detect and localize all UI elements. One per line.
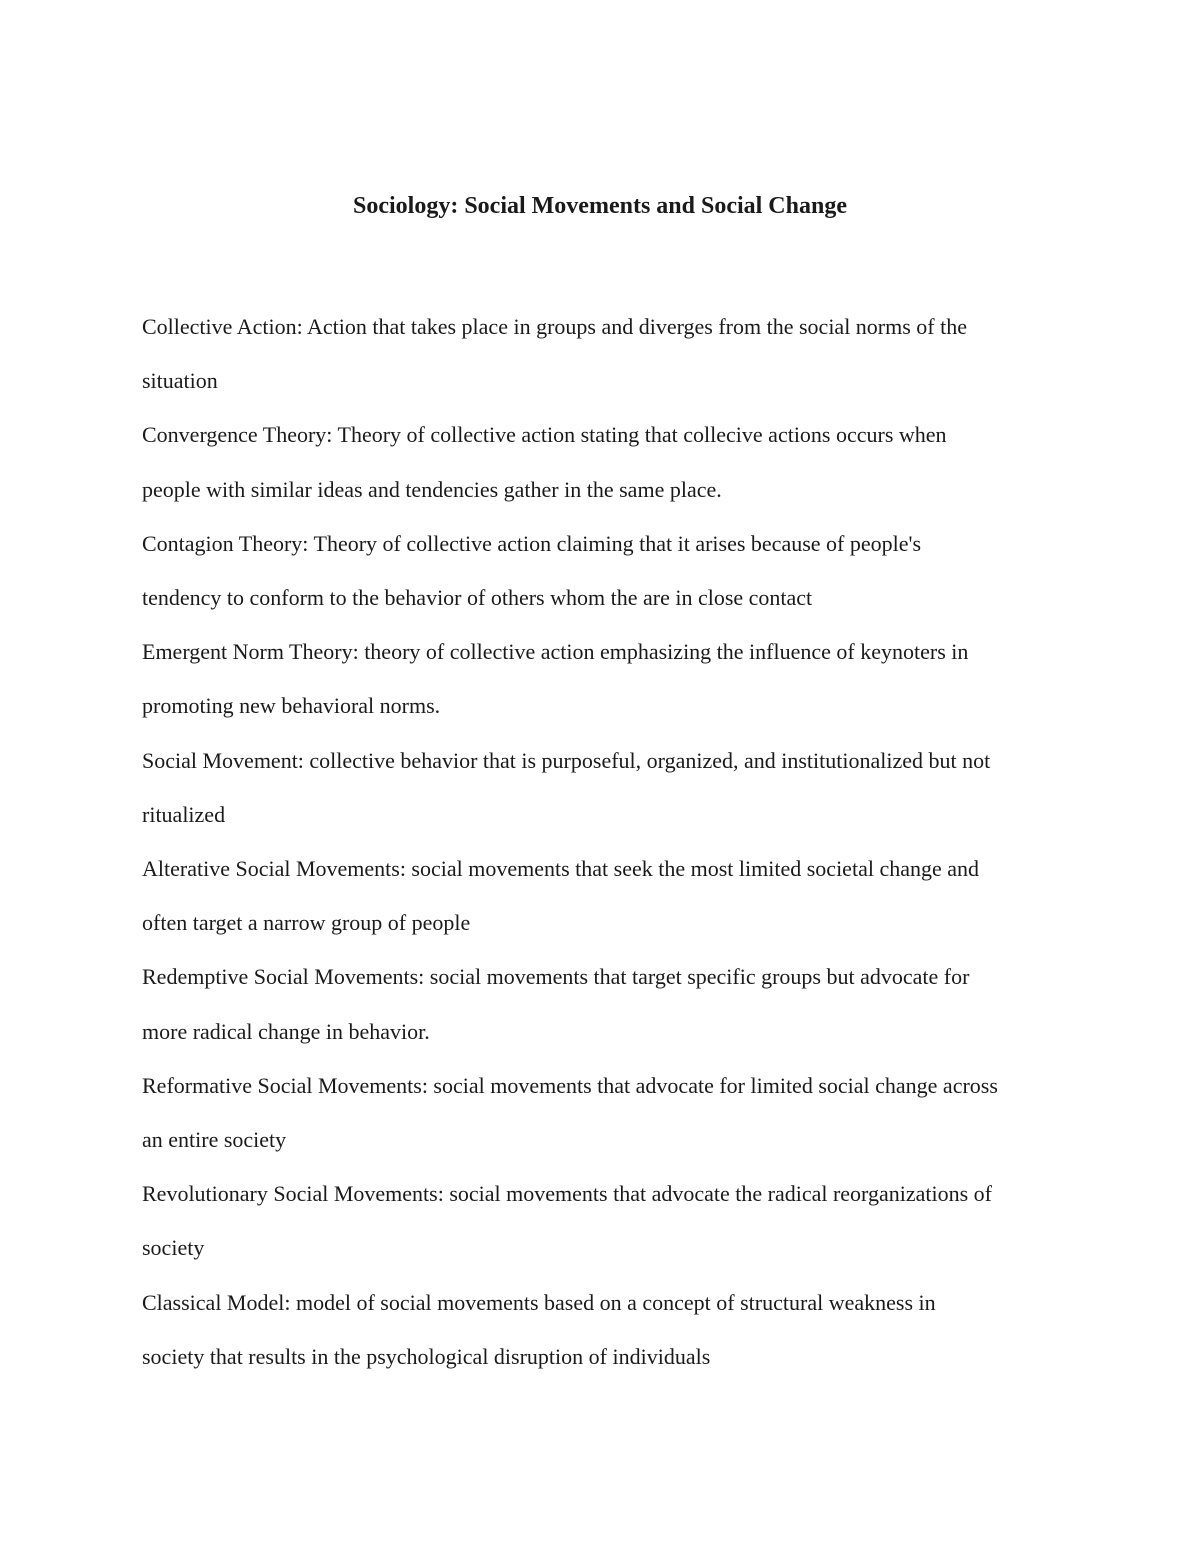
- entry-line: often target a narrow group of people: [142, 910, 471, 936]
- entry-line: society: [142, 1235, 205, 1261]
- entry-line: Reformative Social Movements: social movements that advocate for limited social change across: [142, 1072, 998, 1098]
- entry-line: Classical Model: model of social movements based on a concept of structural weakness in: [142, 1289, 936, 1315]
- entry-line: ritualized: [142, 801, 226, 827]
- entry-line: situation: [142, 368, 218, 394]
- entry-line: Convergence Theory: Theory of collective action stating that collecive actions occurs when: [142, 422, 947, 448]
- entry-line: promoting new behavioral norms.: [142, 693, 441, 719]
- entry-line: society that results in the psychological disruption of individuals: [142, 1343, 711, 1369]
- entry-line: an entire society: [142, 1127, 287, 1153]
- document-body: [142, 300, 1072, 1384]
- entry-line: Alterative Social Movements: social movements that seek the most limited societal change and: [142, 856, 979, 882]
- document-title: Sociology: Social Movements and Social Change: [352, 193, 847, 219]
- entry-line: Contagion Theory: Theory of collective action claiming that it arises because of people's: [142, 530, 922, 556]
- definition-entry: [142, 842, 1072, 950]
- entry-line: people with similar ideas and tendencies gather in the same place.: [142, 476, 722, 502]
- definition-entry: [142, 1276, 1072, 1384]
- definition-entry: [142, 408, 1072, 516]
- entry-line: Social Movement: collective behavior that is purposeful, organized, and institutionalized but not: [142, 747, 991, 773]
- definition-entry: [142, 1059, 1072, 1167]
- entry-line: tendency to conform to the behavior of others whom the are in close contact: [142, 585, 813, 611]
- definition-entry: [142, 517, 1072, 625]
- definition-entry: [142, 625, 1072, 733]
- entry-line: more radical change in behavior.: [142, 1018, 430, 1044]
- definition-entry: [142, 1167, 1072, 1275]
- entry-line: Redemptive Social Movements: social movements that target specific groups but advocate for: [142, 964, 970, 990]
- entry-line: Collective Action: Action that takes place in groups and diverges from the social norms of the: [142, 314, 968, 339]
- definition-entry: [142, 300, 1072, 408]
- entry-line: Emergent Norm Theory: theory of collective action emphasizing the influence of keynoters in: [142, 639, 969, 665]
- definition-entry: [142, 734, 1072, 842]
- definition-entry: [142, 950, 1072, 1058]
- entry-line: Revolutionary Social Movements: social movements that advocate the radical reorganizations of: [142, 1181, 993, 1207]
